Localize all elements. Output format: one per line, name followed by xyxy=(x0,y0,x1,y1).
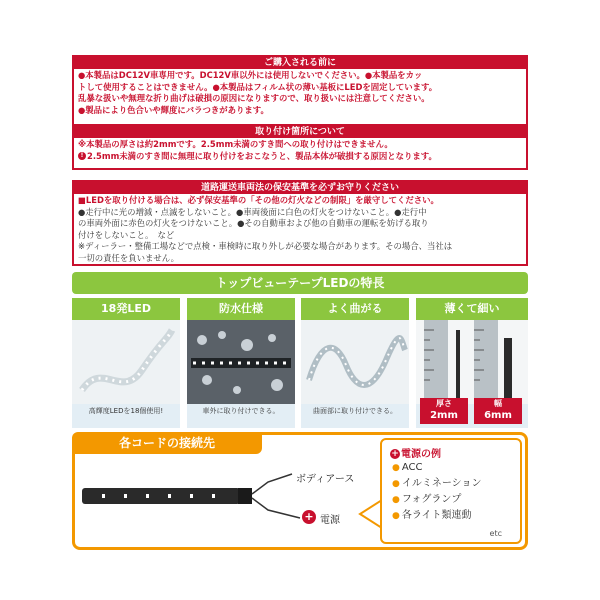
list-item: ● イルミネーション xyxy=(392,476,481,492)
plus-icon: + xyxy=(391,449,399,459)
notice-line: ※ディーラー・整備工場などで点検・車検時に取り外しが必要な場合があります。その場合、当社は xyxy=(78,241,453,252)
feature-caption: 車外に取り付けできる。 xyxy=(202,407,280,415)
waterproof-image xyxy=(187,320,295,404)
thickness-badge: 厚さ 2mm xyxy=(420,398,468,424)
led-strip-image xyxy=(72,320,180,404)
feature-waterproof xyxy=(187,298,295,428)
feature-title: 防水仕様 xyxy=(187,298,295,320)
notice-line: ●本製品はDC12V車専用です。DC12V車以外には使用しないでください。●本製品をカッ xyxy=(78,70,423,80)
list-item: ● フォグランプ xyxy=(392,492,481,508)
led-strip-illustration xyxy=(82,488,240,504)
plus-icon: + xyxy=(302,510,316,524)
etc-label: etc xyxy=(489,529,502,538)
notice-line: 一切の責任を負いません。 xyxy=(78,252,180,263)
features-title: トップビューテープLEDの特長 xyxy=(72,272,528,294)
notice-before-purchase xyxy=(72,55,528,133)
list-item: ● ACC xyxy=(392,460,481,476)
connection-title: 各コードの接続先 xyxy=(72,432,262,454)
notice-installation-body xyxy=(74,138,526,164)
body-earth-label: ボディアース xyxy=(296,474,355,485)
power-label: 電源 xyxy=(320,515,340,526)
notice-safety-title: 道路運送車両法の保安基準を必ずお守りください xyxy=(74,182,526,194)
notice-safety-body xyxy=(74,194,526,267)
feature-caption: 高輝度LEDを18個使用! xyxy=(88,407,164,415)
list-item: ● 各ライト類連動 xyxy=(392,508,481,524)
feature-thin xyxy=(416,298,528,428)
notice-line: ※本製品の厚さは約2mmです。2.5mm未満のすき間への取り付けはできません。 xyxy=(78,139,393,149)
feature-title: 18発LED xyxy=(72,298,180,320)
notice-installation-title: 取り付け箇所について xyxy=(74,126,526,138)
power-examples-box xyxy=(380,438,522,544)
notice-line: ●製品により色合いや輝度にバラつきがあります。 xyxy=(78,104,269,115)
notice-line: ■LEDを取り付ける場合は、必ず保安基準の「その他の灯火などの制限」を厳守してください。 xyxy=(78,195,439,205)
notice-line: トして使用することはできません。●本製品はフィルム状の薄い基板にLEDを固定しています。 xyxy=(78,81,438,92)
notice-safety-standards xyxy=(72,180,528,266)
notice-line: 付けをしないこと。 など xyxy=(78,229,175,240)
feature-flexible xyxy=(301,298,409,428)
feature-title: 薄くて細い xyxy=(416,298,528,320)
power-examples-list xyxy=(392,460,481,524)
callout-pointer xyxy=(358,500,382,530)
warning-mark-icon: ! xyxy=(78,152,86,160)
notice-before-purchase-title: ご購入される前に xyxy=(74,57,526,69)
notice-line: 乱暴な扱いや無理な折り曲げは破損の原因になりますので、取り扱いには注意してください。 xyxy=(78,93,430,104)
notice-line: の車両外面に赤色の灯火をつけないこと。●その自動車および他の自動車の運転を妨げる取り xyxy=(78,218,429,229)
flexible-strip-image xyxy=(301,320,409,404)
notice-before-purchase-body xyxy=(74,69,526,118)
notice-line: ●走行中に光の増減・点滅をしないこと。●車両後面に白色の灯火をつけないこと。●走行中 xyxy=(78,206,427,217)
width-badge: 幅 6mm xyxy=(474,398,522,424)
feature-caption: 曲面部に取り付けできる。 xyxy=(313,407,397,415)
feature-18-led xyxy=(72,298,180,428)
notice-line: ! 2.5mm未満のすき間に無理に取り付けをおこなうと、製品本体が破損する原因となります。 xyxy=(78,151,522,163)
power-examples-title: + 電源の例 xyxy=(391,449,441,460)
ruler-image xyxy=(416,320,528,404)
notice-installation-location xyxy=(72,124,528,170)
feature-title: よく曲がる xyxy=(301,298,409,320)
